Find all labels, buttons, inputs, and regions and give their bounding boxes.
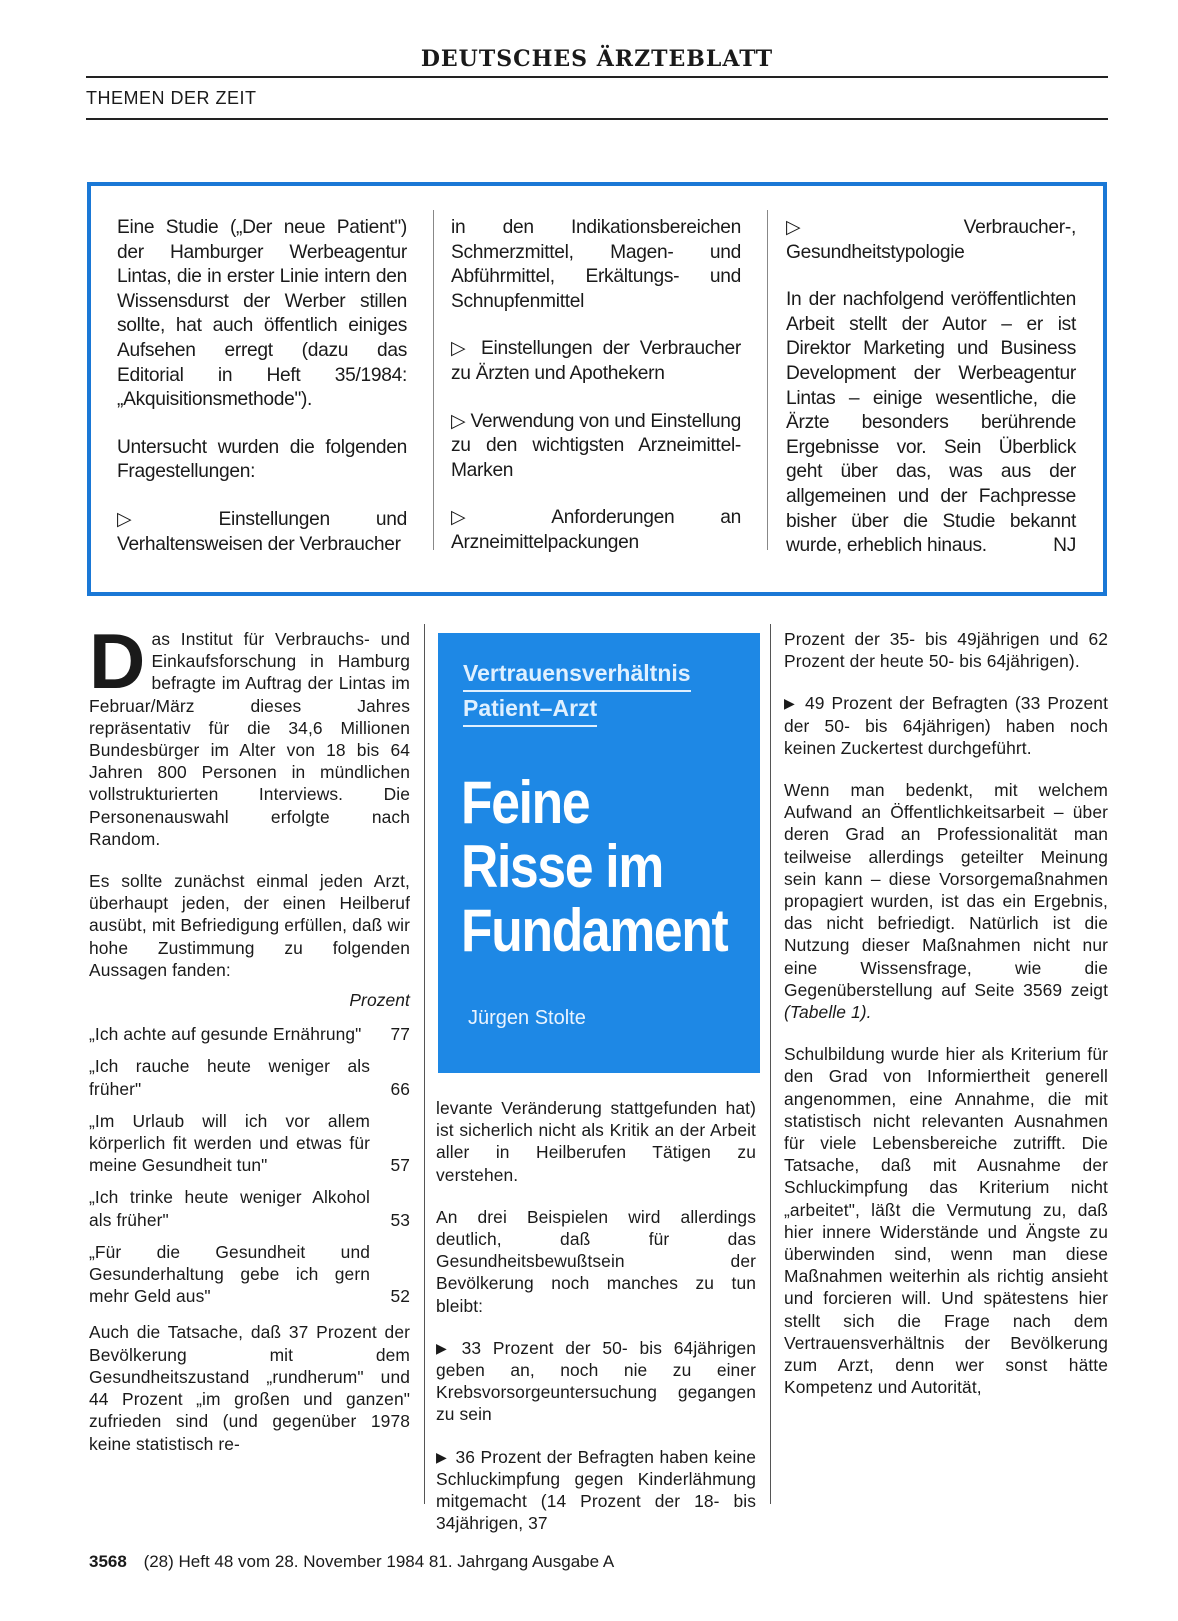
intro-paragraph: ▷ Einstellungen der Verbraucher zu Ärzten und Apothekern [451, 338, 741, 384]
intro-column-1 [117, 216, 407, 557]
article-text: Wenn man bedenkt, mit welchem Aufwand an Öffentlichkeitsarbeit – über deren Grad an Professionalität man teilweise allerdings geteilter Meinung sein kann – diese Vorsorgemaßnahmen propagiert wurden, ist das ein Ergebnis, das nicht befriedigt. Natürlich ist die Nutzung dieser Maßnahmen nicht nur eine Wissensfrage, wie die Gegenüberstellung auf Seite 3569 zeigt [784, 780, 1108, 1000]
bullet-item [784, 692, 1108, 759]
bullet-icon [436, 1338, 462, 1358]
statement-row [89, 1023, 410, 1045]
bullet-text: 36 Prozent der Befragten haben keine Schluckimpfung gegen Kinderlähmung mitgemacht (14 Prozent der 18- bis 34jährigen, 37 [436, 1446, 756, 1534]
statement-row [89, 1055, 410, 1099]
article-text: as Institut für Verbrauchs- und Einkaufsforschung in Hamburg befragte im Auftrag der Lintas im Februar/März dieses Jahres repräsentativ für die 34,6 Millionen Bundesbürger im Alter von 18 bis 64 Jahren 800 Personen in mündlichen vollstrukturierten Interviews. Die Personenauswahl erfolgte nach Random. [89, 629, 410, 849]
statement-value: 53 [390, 1209, 410, 1230]
headline: Feine Risse im Fundament [461, 769, 728, 964]
intro-paragraph: Untersucht wurden die folgenden Fragestellungen: [117, 436, 407, 483]
intro-paragraph [786, 288, 1076, 559]
intro-column-2 [451, 216, 741, 556]
teaser-box [438, 633, 760, 1073]
statement-row [89, 1186, 410, 1230]
statement-value: 57 [390, 1155, 410, 1176]
intro-paragraph: ▷ Verbraucher-, Gesundheitstypologie [786, 217, 1076, 263]
bullet-item [436, 1337, 756, 1426]
article-paragraph: Prozent der 35- bis 49jährigen und 62 Prozent der heute 50- bis 64jährigen). [784, 629, 1108, 672]
statement-text: „Für die Gesundheit und Gesunderhaltung gebe ich gern mehr Geld aus" [89, 1241, 370, 1307]
issue-info: (28) Heft 48 vom 28. November 1984 81. Jahrgang Ausgabe A [143, 1552, 615, 1571]
statement-value: 77 [390, 1024, 410, 1045]
bullet-text: 49 Prozent der Befragten (33 Prozent der 50- bis 64jährigen) haben noch keinen Zuckertest durchgeführt. [784, 693, 1108, 758]
column-divider [433, 210, 434, 550]
column-rule [424, 624, 425, 1504]
intro-text: In der nachfolgend veröffentlichten Arbeit stellt der Autor – er ist Direktor Marketing und Business Development der Werbeagentur Lintas – einige wesentliche, die Ärzte besonders berührende Ergebnisse vor. Sein Überblick geht über das, was aus der allgemeinen und der Fachpresse bisher über die Studie bekannt wurde, erheblich hinaus. [786, 289, 1076, 557]
bullet-item [436, 1446, 756, 1535]
masthead [86, 44, 1108, 78]
footer [89, 1552, 614, 1572]
kicker-line: Vertrauensverhältnis [463, 657, 691, 692]
statement-text: „Ich trinke heute weniger Alkohol als früher" [89, 1187, 370, 1230]
intro-paragraph: in den Indikationsbereichen Schmerzmittel, Magen- und Abführmittel, Erkältungs- und Schnupfenmittel [451, 217, 741, 312]
article-paragraph: Schulbildung wurde hier als Kriterium für den Grad von Informiertheit generell angenommen, eine Annahme, die mit statistisch nicht relevanten Ausnahmen für viele Lebensbereiche zutrifft. Die Tatsache, daß mit Ausnahme der Schluckimpfung das Kriterium nicht „arbeitet", läßt die Vermutung zu, daß hier innere Widerstände und Ängste zu überwinden sind, wenn man diese Maßnahmen weiterhin als richtig ansieht und forcieren will. Und spätestens hier stellt sich die Frage nach dem Vertrauensverhältnis der Bevölkerung zum Arzt, denn wer sonst hätte Kompetenz und Autorität, [784, 1044, 1108, 1398]
article-paragraph: levante Veränderung stattgefunden hat) ist sicherlich nicht als Kritik an der Arbeit aller in Heilberufen Tätigen zu verstehen. [436, 1098, 756, 1185]
article-column-1 [89, 617, 410, 1475]
kicker-line: Patient–Arzt [463, 692, 597, 727]
kicker [463, 657, 691, 727]
author: Jürgen Stolte [468, 1007, 586, 1029]
statement-value: 52 [390, 1286, 410, 1307]
section-label: THEMEN DER ZEIT [86, 88, 257, 108]
statement-value: 66 [390, 1078, 410, 1099]
table-reference: (Tabelle 1). [784, 1002, 872, 1023]
intro-paragraph: Eine Studie („Der neue Patient") der Hamburger Werbeagentur Lintas, die in erster Linie intern den Wissensdurst der Werber stillen sollte, hat auch öffentlich einiges Aufsehen erregt (dazu das Editorial in Heft 35/1984: „Akquisitionsmethode"). [117, 217, 407, 411]
drop-cap: D [89, 617, 146, 705]
statement-row [89, 1110, 410, 1177]
statement-text: „Im Urlaub will ich vor allem körperlich fit werden und etwas für meine Gesundheit tun" [89, 1110, 370, 1176]
intro-paragraph: ▷ Anforderungen an Arzneimittelpackungen [451, 507, 741, 553]
article-column-3 [784, 628, 1108, 1419]
intro-paragraph: ▷ Einstellungen und Verhaltensweisen der Verbraucher [117, 508, 407, 555]
article-column-2 [436, 1097, 756, 1554]
signature: NJ [1053, 535, 1076, 557]
article-paragraph: Es sollte zunächst einmal jeden Arzt, überhaupt jeden, der einen Heilberuf ausübt, mit Befriedigung erfüllen, daß wir hohe Zustimmung zu folgenden Aussagen fanden: [89, 871, 410, 980]
article-paragraph: An drei Beispielen wird allerdings deutlich, daß für das Gesundheitsbewußtsein der Bevölkerung noch manches zu tun bleibt: [436, 1206, 756, 1316]
column-rule [770, 624, 771, 1504]
article-paragraph [784, 779, 1108, 1023]
section-rule [86, 118, 1108, 120]
statement-row [89, 1241, 410, 1308]
intro-paragraph: ▷ Verwendung von und Einstellung zu den wichtigsten Arzneimittel-Marken [451, 410, 741, 481]
article-paragraph [89, 617, 410, 850]
statement-text: „Ich rauche heute weniger als früher" [89, 1056, 370, 1099]
intro-column-3 [786, 216, 1076, 559]
bullet-icon [436, 1447, 455, 1467]
column-divider [767, 210, 768, 550]
bullet-icon [784, 693, 805, 713]
article-paragraph: Auch die Tatsache, daß 37 Prozent der Bevölkerung mit dem Gesundheitszustand „rundherum" und 44 Prozent „im großen und ganzen" zufrieden sind (und gegenüber 1978 keine statistisch re- [89, 1322, 410, 1454]
bullet-text: 33 Prozent der 50- bis 64jährigen geben an, noch nie zu einer Krebsvorsorgeuntersuchung gegangen zu sein [436, 1337, 756, 1425]
table-header: Prozent [349, 990, 410, 1011]
intro-box [87, 182, 1107, 596]
masthead-title: DEUTSCHES ÄRZTEBLATT [420, 46, 774, 72]
page-number: 3568 [89, 1552, 127, 1571]
statement-text: „Ich achte auf gesunde Ernährung" [89, 1024, 362, 1045]
